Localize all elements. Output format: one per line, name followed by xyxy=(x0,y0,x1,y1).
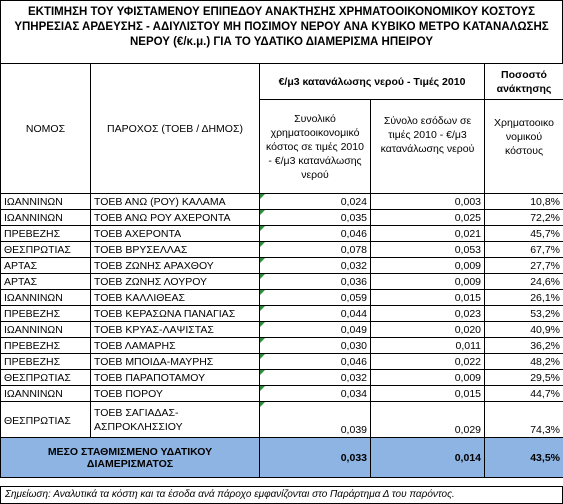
average-label: ΜΕΣΟ ΣΤΑΘΜΙΣΜΕΝΟ ΥΔΑΤΙΚΟΥ ΔΙΑΜΕΡΙΣΜΑΤΟΣ xyxy=(1,438,260,478)
row-income: 0,053 xyxy=(371,242,485,258)
row-cost: 0,036 xyxy=(260,274,371,290)
row-cost: 0,046 xyxy=(260,354,371,370)
table-row xyxy=(1,274,563,290)
average-recovery: 43,5% xyxy=(485,438,563,478)
row-recovery: 36,2% xyxy=(485,338,563,354)
table-title: ΕΚΤΙΜΗΣΗ ΤΟΥ ΥΦΙΣΤΑΜΕΝΟΥ ΕΠΙΠΕΔΟΥ ΑΝΑΚΤΗΣΗΣ ΧΡΗΜΑΤΟΟΙΚΟΝΟΜΙΚΟΥ ΚΟΣΤΟΥΣ ΥΠΗΡΕΣΙΑΣ ΑΡΔΕΥΣΗΣ - ΑΔΙΥΛΙΣΤΟΥ ΜΗ ΠΟΣΙΜΟΥ ΝΕΡΟΥ ΑΝΑ ΚΥΒΙΚΟ ΜΕΤΡΟ ΚΑΤΑΝΑΛΩΣΗΣ ΝΕΡΟΥ (€/κ.μ.) ΓΙΑ ΤΟ ΥΔΑΤΙΚΟ ΔΙΑΜΕΡΙΣΜΑ ΗΠΕΙΡΟΥ xyxy=(0,0,563,64)
row-cost: 0,046 xyxy=(260,226,371,242)
row-income: 0,011 xyxy=(371,338,485,354)
row-income: 0,020 xyxy=(371,322,485,338)
row-income: 0,023 xyxy=(371,306,485,322)
row-paroxos: ΤΟΕΒ ΠΑΡΑΠΟΤΑΜΟΥ xyxy=(91,370,260,386)
row-recovery: 48,2% xyxy=(485,354,563,370)
row-paroxos: ΤΟΕΒ ΑΝΩ (ΡΟΥ) ΚΑΛΑΜΑ xyxy=(91,194,260,210)
row-recovery: 44,7% xyxy=(485,386,563,402)
row-nomos: ΘΕΣΠΡΩΤΙΑΣ xyxy=(1,370,91,386)
row-recovery: 10,8% xyxy=(485,194,563,210)
row-nomos: ΙΩΑΝΝΙΝΩΝ xyxy=(1,194,91,210)
row-cost: 0,044 xyxy=(260,306,371,322)
row-cost: 0,035 xyxy=(260,210,371,226)
row-nomos: ΑΡΤΑΣ xyxy=(1,258,91,274)
header-total-cost: Συνολικό χρηματοοικονομικό κόστος σε τιμές 2010 - €/μ3 κατανάλωσης νερού xyxy=(260,100,371,194)
header-group-prices: €/μ3 κατανάλωσης νερού - Τιμές 2010 xyxy=(260,64,485,100)
row-nomos: ΑΡΤΑΣ xyxy=(1,274,91,290)
table-row xyxy=(1,290,563,306)
row-recovery: 53,2% xyxy=(485,306,563,322)
row-paroxos: ΤΟΕΒ ΛΑΜΑΡΗΣ xyxy=(91,338,260,354)
header-nomos: ΝΟΜΟΣ xyxy=(1,64,91,194)
row-income: 0,009 xyxy=(371,370,485,386)
table-row xyxy=(1,210,563,226)
row-paroxos xyxy=(91,402,260,438)
row-paroxos: ΤΟΕΒ ΚΡΥΑΣ-ΛΑΨΙΣΤΑΣ xyxy=(91,322,260,338)
row-nomos: ΠΡΕΒΕΖΗΣ xyxy=(1,306,91,322)
row-cost: 0,032 xyxy=(260,370,371,386)
row-recovery: 26,1% xyxy=(485,290,563,306)
row-paroxos: ΤΟΕΒ ΖΩΝΗΣ ΛΟΥΡΟΥ xyxy=(91,274,260,290)
row-cost: 0,030 xyxy=(260,338,371,354)
row-cost: 0,034 xyxy=(260,386,371,402)
header-total-income: Σύνολο εσόδων σε τιμές 2010 - €/μ3 κατανάλωσης νερού xyxy=(371,100,485,194)
row-cost: 0,039 xyxy=(260,402,371,438)
row-income: 0,029 xyxy=(371,402,485,438)
row-nomos: ΙΩΑΝΝΙΝΩΝ xyxy=(1,210,91,226)
average-cost: 0,033 xyxy=(260,438,371,478)
row-paroxos: ΤΟΕΒ ΠΟΡΟΥ xyxy=(91,386,260,402)
row-recovery: 24,6% xyxy=(485,274,563,290)
header-paroxos: ΠΑΡΟΧΟΣ (ΤΟΕΒ / ΔΗΜΟΣ) xyxy=(91,64,260,194)
table-row xyxy=(1,402,563,438)
table-row xyxy=(1,306,563,322)
table-row xyxy=(1,258,563,274)
row-cost: 0,059 xyxy=(260,290,371,306)
row-nomos: ΠΡΕΒΕΖΗΣ xyxy=(1,338,91,354)
row-nomos: ΘΕΣΠΡΩΤΙΑΣ xyxy=(1,402,91,438)
row-income: 0,022 xyxy=(371,354,485,370)
row-paroxos-line2: ΑΣΠΡΟΚΛΗΣΣΙΟΥ xyxy=(94,420,183,433)
row-income: 0,003 xyxy=(371,194,485,210)
header-row-1 xyxy=(1,64,563,100)
table-row xyxy=(1,338,563,354)
table-row xyxy=(1,194,563,210)
row-income: 0,009 xyxy=(371,258,485,274)
table-row xyxy=(1,386,563,402)
row-income: 0,021 xyxy=(371,226,485,242)
row-nomos: ΠΡΕΒΕΖΗΣ xyxy=(1,354,91,370)
row-paroxos: ΤΟΕΒ ΜΠΟΙΔΑ-ΜΑΥΡΗΣ xyxy=(91,354,260,370)
row-nomos: ΠΡΕΒΕΖΗΣ xyxy=(1,226,91,242)
row-paroxos: ΤΟΕΒ ΚΕΡΑΣΩΝΑ ΠΑΝΑΓΙΑΣ xyxy=(91,306,260,322)
row-paroxos: ΤΟΕΒ ΑΝΩ ΡΟΥ ΑΧΕΡΟΝΤΑ xyxy=(91,210,260,226)
row-paroxos: ΤΟΕΒ ΑΧΕΡΟΝΤΑ xyxy=(91,226,260,242)
row-recovery: 40,9% xyxy=(485,322,563,338)
row-paroxos: ΤΟΕΒ ΚΑΛΛΙΘΕΑΣ xyxy=(91,290,260,306)
row-income: 0,025 xyxy=(371,210,485,226)
row-nomos: ΘΕΣΠΡΩΤΙΑΣ xyxy=(1,242,91,258)
row-paroxos: ΤΟΕΒ ΖΩΝΗΣ ΑΡΑΧΘΟΥ xyxy=(91,258,260,274)
average-income: 0,014 xyxy=(371,438,485,478)
row-income: 0,009 xyxy=(371,274,485,290)
cost-recovery-table xyxy=(0,63,563,478)
table-row xyxy=(1,370,563,386)
row-income: 0,015 xyxy=(371,290,485,306)
row-income: 0,015 xyxy=(371,386,485,402)
table-row xyxy=(1,226,563,242)
row-cost: 0,024 xyxy=(260,194,371,210)
row-paroxos: ΤΟΕΒ ΒΡΥΣΕΛΛΑΣ xyxy=(91,242,260,258)
header-recovery-group: Ποσοστό ανάκτησης xyxy=(485,64,563,100)
row-cost: 0,049 xyxy=(260,322,371,338)
table-row xyxy=(1,242,563,258)
row-nomos: ΙΩΑΝΝΙΝΩΝ xyxy=(1,386,91,402)
row-recovery: 27,7% xyxy=(485,258,563,274)
footnote: Σημείωση: Αναλυτικά τα κόστη και τα έσοδα ανά πάροχο εμφανίζονται στο Παράρτημα Δ του παρόντος. xyxy=(0,486,563,504)
table-row xyxy=(1,354,563,370)
row-recovery: 29,5% xyxy=(485,370,563,386)
row-paroxos-line1: ΤΟΕΒ ΣΑΓΙΑΔΑΣ- xyxy=(94,406,179,419)
row-recovery: 74,3% xyxy=(485,402,563,438)
row-recovery: 67,7% xyxy=(485,242,563,258)
row-nomos: ΙΩΑΝΝΙΝΩΝ xyxy=(1,290,91,306)
row-cost: 0,078 xyxy=(260,242,371,258)
row-recovery: 72,2% xyxy=(485,210,563,226)
header-recovery: Χρηματοοικο νομικού κόστους xyxy=(485,100,563,194)
row-recovery: 45,7% xyxy=(485,226,563,242)
average-row xyxy=(1,438,563,478)
row-cost: 0,032 xyxy=(260,258,371,274)
table-row xyxy=(1,322,563,338)
row-nomos: ΙΩΑΝΝΙΝΩΝ xyxy=(1,322,91,338)
